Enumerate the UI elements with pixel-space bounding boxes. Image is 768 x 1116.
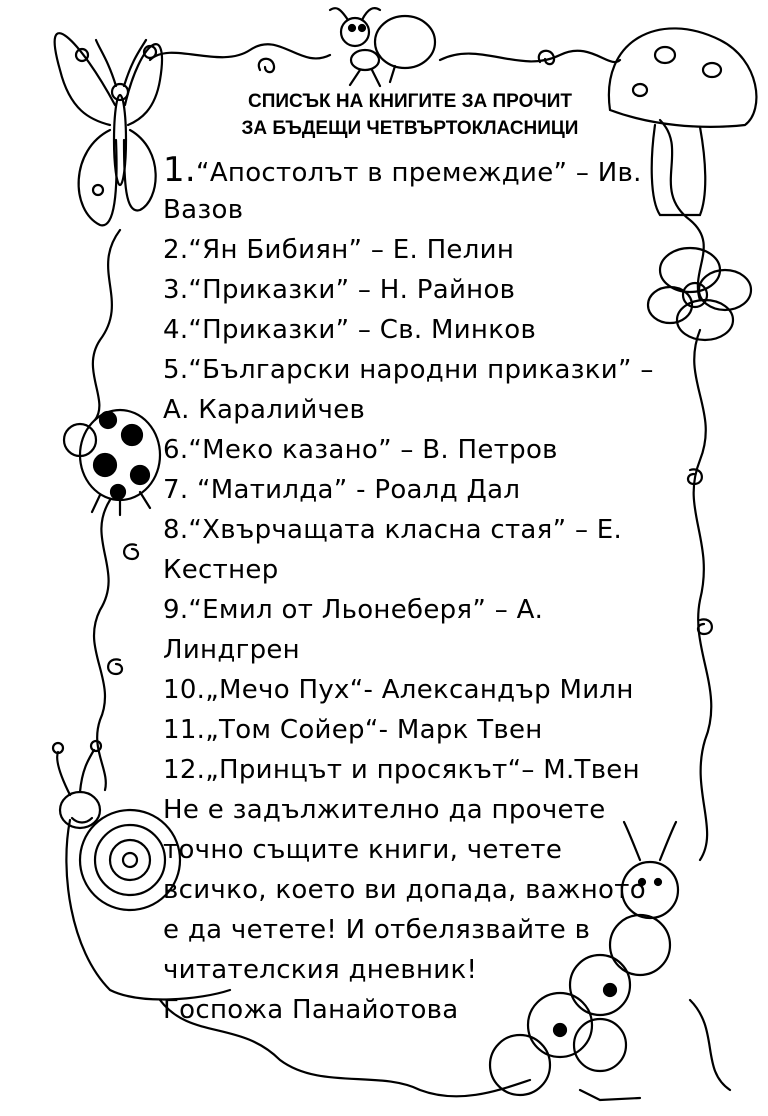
title-line-1: СПИСЪК НА КНИГИТЕ ЗА ПРОЧИТ bbox=[248, 91, 572, 112]
book-item-4: 4.“Приказки” – Св. Минков bbox=[163, 315, 537, 345]
book-item-9-cont: Линдгрен bbox=[163, 635, 300, 665]
signature: Госпожа Панайотова bbox=[163, 995, 459, 1025]
book-item-8: 8.“Хвърчащата класна стая” – Е. bbox=[163, 515, 623, 545]
note-line-4: е да четете! И отбелязвайте в bbox=[163, 915, 591, 945]
note-line-5: читателския дневник! bbox=[163, 955, 478, 985]
book-item-6: 6.“Меко казано” – В. Петров bbox=[163, 435, 558, 465]
book-item-3: 3.“Приказки” – Н. Райнов bbox=[163, 275, 516, 305]
book-item-5-cont: А. Каралийчев bbox=[163, 395, 366, 425]
note-line-1: Не е задължително да прочете bbox=[163, 795, 606, 825]
ladybug-icon bbox=[64, 410, 160, 515]
book-item-11: 11.„Том Сойер“- Марк Твен bbox=[163, 715, 543, 745]
book-item-10: 10.„Мечо Пух“- Александър Милн bbox=[163, 675, 634, 705]
note-line-2: точно същите книги, четете bbox=[163, 835, 563, 865]
book-item-1-number: 1. bbox=[163, 150, 197, 190]
book-item-7: 7. “Матилда” - Роалд Дал bbox=[163, 475, 521, 505]
note-line-3: всичко, което ви допада, важното bbox=[163, 875, 646, 905]
book-item-5: 5.“Български народни приказки” – bbox=[163, 355, 654, 385]
book-item-1-cont: Вазов bbox=[163, 195, 244, 225]
title-line-2: ЗА БЪДЕЩИ ЧЕТВЪРТОКЛАСНИЦИ bbox=[241, 118, 579, 139]
butterfly-icon bbox=[55, 33, 162, 225]
flower-icon bbox=[648, 248, 751, 340]
ant-icon bbox=[330, 8, 435, 86]
book-item-12: 12.„Принцът и просякът“– М.Твен bbox=[163, 755, 640, 785]
book-item-1 bbox=[163, 150, 642, 193]
book-item-2: 2.“Ян Бибиян” – Е. Пелин bbox=[163, 235, 515, 265]
book-item-8-cont: Кестнер bbox=[163, 555, 279, 585]
book-item-9: 9.“Емил от Льонеберя” – А. bbox=[163, 595, 544, 625]
book-item-1-text: “Апостолът в премеждие” – Ив. bbox=[196, 158, 642, 188]
